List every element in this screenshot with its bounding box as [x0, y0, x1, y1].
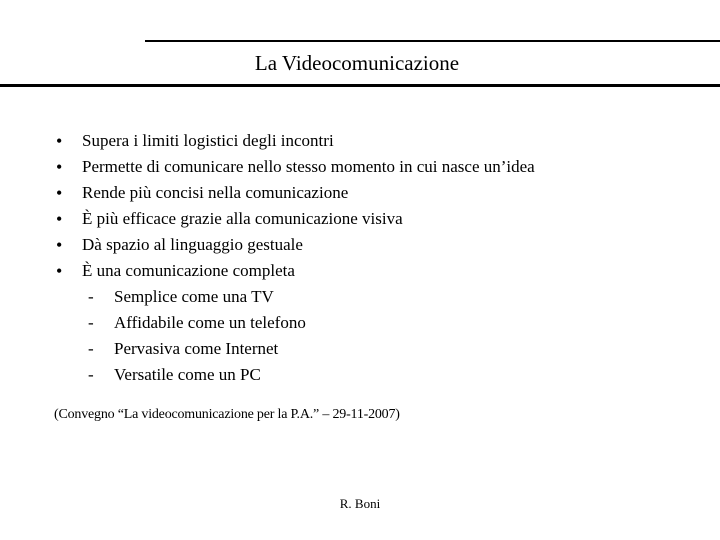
citation-text: (Convegno “La videocomunicazione per la P.A.” – 29-11-2007)	[54, 407, 400, 422]
sub-bullet-text: Affidabile come un telefono	[114, 313, 306, 332]
sub-bullet-text: Pervasiva come Internet	[114, 339, 279, 358]
bullet-text: Dà spazio al linguaggio gestuale	[82, 235, 303, 254]
bullet-text: È una comunicazione completa	[82, 261, 295, 280]
bullet-dot-icon: •	[56, 157, 63, 177]
bullet-dot-icon: •	[56, 209, 63, 229]
bullet-text: Rende più concisi nella comunicazione	[82, 183, 349, 202]
dash-icon: -	[88, 339, 94, 358]
title-bottom-rule	[0, 84, 720, 87]
bullet-text: Permette di comunicare nello stesso momento in cui nasce un’idea	[82, 157, 535, 176]
bullet-text: Supera i limiti logistici degli incontri	[82, 131, 334, 150]
bullet-text: È più efficace grazie alla comunicazione visiva	[82, 209, 403, 228]
title-top-rule	[145, 40, 720, 42]
sub-bullet-text: Versatile come un PC	[114, 365, 261, 384]
slide-title-text: La Videocomunicazione	[254, 51, 460, 75]
sub-bullet-text: Semplice come una TV	[114, 287, 274, 306]
author-name: R. Boni	[339, 496, 381, 511]
slide-title	[0, 50, 720, 76]
bullet-dot-icon: •	[56, 261, 63, 281]
dash-icon: -	[88, 365, 94, 384]
dash-icon: -	[88, 287, 94, 306]
dash-icon: -	[88, 313, 94, 332]
bullet-dot-icon: •	[56, 131, 63, 151]
bullet-dot-icon: •	[56, 183, 63, 203]
bullet-dot-icon: •	[56, 235, 63, 255]
